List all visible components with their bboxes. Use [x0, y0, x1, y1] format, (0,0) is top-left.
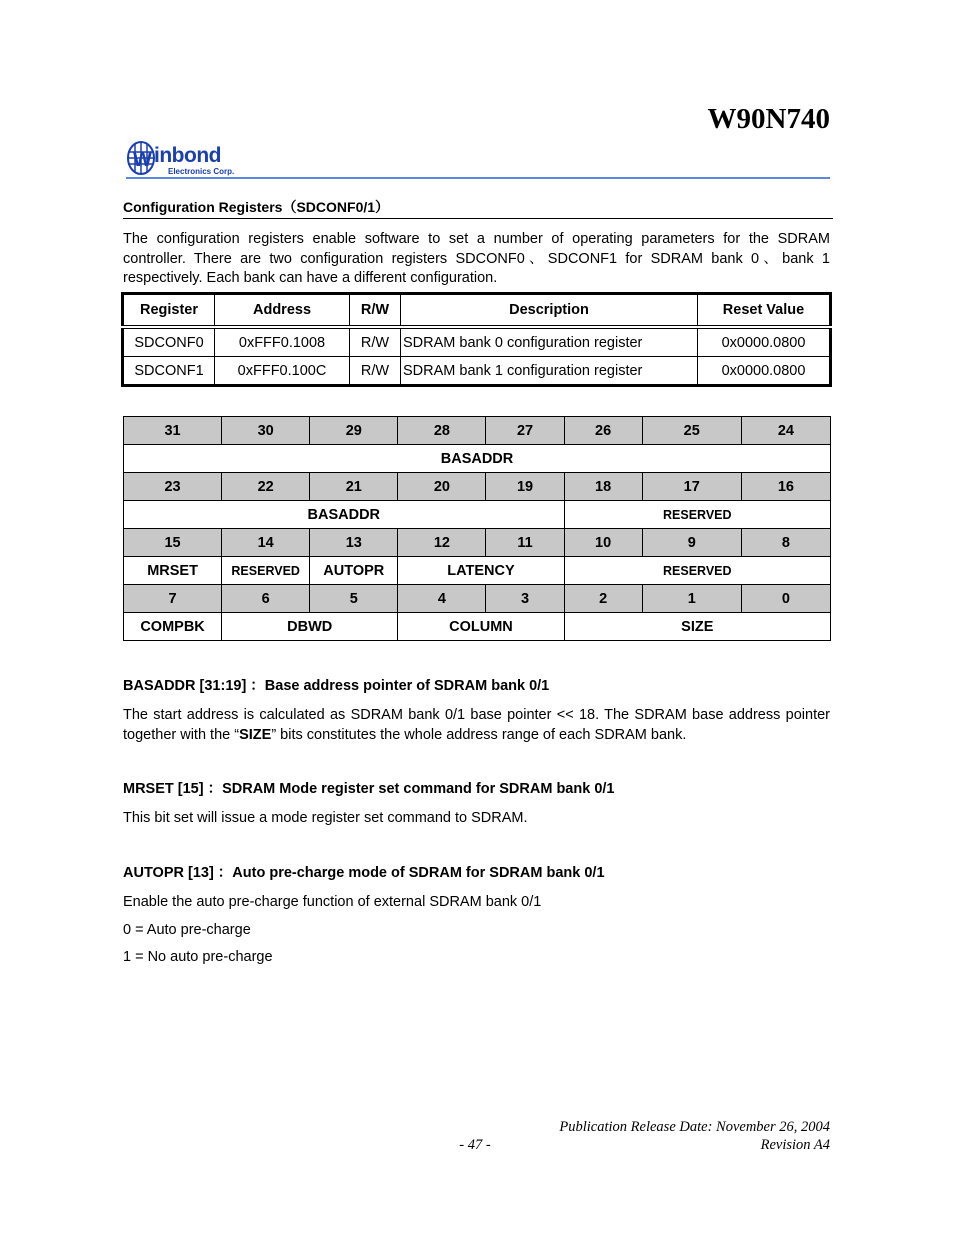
bit-number: 17 [642, 473, 741, 501]
bit-number: 10 [564, 529, 642, 557]
register-table [121, 292, 832, 387]
bit-number: 15 [124, 529, 222, 557]
bit-number: 0 [741, 585, 830, 613]
bit-field-table [123, 416, 831, 641]
autopr-value-1: 1 = No auto pre-charge [123, 949, 273, 965]
bit-field-row [124, 557, 831, 585]
basaddr-text-size: SIZE [239, 726, 272, 743]
bit-number: 28 [398, 417, 486, 445]
cell-address: 0xFFF0.1008 [215, 327, 350, 357]
field-basaddr: BASADDR [124, 445, 831, 473]
bit-number: 3 [486, 585, 564, 613]
section-rule [123, 218, 833, 219]
bit-number: 26 [564, 417, 642, 445]
field-reserved: RESERVED [222, 557, 310, 585]
bit-number: 11 [486, 529, 564, 557]
table-row [123, 357, 831, 386]
col-description: Description [401, 294, 698, 328]
bit-number: 14 [222, 529, 310, 557]
bit-number: 2 [564, 585, 642, 613]
table-row [123, 327, 831, 357]
bit-number: 23 [124, 473, 222, 501]
bit-number: 9 [642, 529, 741, 557]
bit-number-row [124, 529, 831, 557]
basaddr-text-part2: ” bits constitutes the whole address range of each SDRAM bank. [271, 726, 687, 743]
bit-number: 1 [642, 585, 741, 613]
field-autopr: AUTOPR [310, 557, 398, 585]
cell-reset-value: 0x0000.0800 [698, 357, 831, 386]
bit-number: 4 [398, 585, 486, 613]
bit-number-row [124, 473, 831, 501]
cell-reset-value: 0x0000.0800 [698, 327, 831, 357]
col-rw: R/W [350, 294, 401, 328]
field-column: COLUMN [398, 613, 564, 641]
autopr-heading: AUTOPR [13] ：Auto pre-charge mode of SDRAM for SDRAM bank 0/1 [123, 865, 605, 881]
bit-number: 25 [642, 417, 741, 445]
cell-address: 0xFFF0.100C [215, 357, 350, 386]
mrset-description: This bit set will issue a mode register set command to SDRAM. [123, 810, 528, 826]
bit-field-row [124, 445, 831, 473]
publication-date: Publication Release Date: November 26, 2004 [559, 1119, 830, 1135]
autopr-value-0: 0 = Auto pre-charge [123, 922, 251, 938]
bit-number: 19 [486, 473, 564, 501]
revision: Revision A4 [760, 1137, 830, 1153]
bit-number: 22 [222, 473, 310, 501]
register-table-header [123, 294, 831, 328]
field-dbwd: DBWD [222, 613, 398, 641]
basaddr-description [123, 706, 830, 745]
bit-number-row [124, 417, 831, 445]
cell-register: SDCONF1 [123, 357, 215, 386]
bit-number: 29 [310, 417, 398, 445]
bit-number: 12 [398, 529, 486, 557]
col-reset-value: Reset Value [698, 294, 831, 328]
field-size: SIZE [564, 613, 830, 641]
basaddr-text-part1: The start address is calculated as SDRAM bank 0/1 base pointer << 18. The SDRAM base address pointer together with the “ [123, 707, 830, 743]
bit-number: 21 [310, 473, 398, 501]
cell-description: SDRAM bank 1 configuration register [401, 357, 698, 386]
cell-rw: R/W [350, 327, 401, 357]
bit-number: 24 [741, 417, 830, 445]
bit-number: 20 [398, 473, 486, 501]
bit-number: 5 [310, 585, 398, 613]
autopr-description: Enable the auto pre-charge function of external SDRAM bank 0/1 [123, 894, 542, 910]
field-reserved: RESERVED [564, 557, 830, 585]
bit-number-row [124, 585, 831, 613]
cell-register: SDCONF0 [123, 327, 215, 357]
page-number: - 47 - [459, 1137, 491, 1153]
field-compbk: COMPBK [124, 613, 222, 641]
bit-number: 30 [222, 417, 310, 445]
bit-number: 18 [564, 473, 642, 501]
winbond-logo [126, 140, 251, 180]
col-register: Register [123, 294, 215, 328]
field-basaddr: BASADDR [124, 501, 565, 529]
bit-number: 6 [222, 585, 310, 613]
bit-field-row [124, 501, 831, 529]
intro-paragraph: The configuration registers enable software to set a number of operating parameters for the SDRAM controller. There are two configuration registers SDCONF0、SDCONF1 for SDRAM bank 0、bank 1 respectively. Each bank can have a different configuration. [123, 231, 830, 286]
bit-field-row [124, 613, 831, 641]
header-rule [126, 177, 830, 179]
section-heading: Configuration Registers（SDCONF0/1） [123, 199, 390, 215]
globe-icon [126, 140, 156, 176]
field-reserved: RESERVED [564, 501, 830, 529]
bit-number: 27 [486, 417, 564, 445]
logo-subtitle: Electronics Corp. [168, 167, 235, 176]
bit-number: 7 [124, 585, 222, 613]
document-title: W90N740 [707, 103, 830, 135]
field-mrset: MRSET [124, 557, 222, 585]
field-latency: LATENCY [398, 557, 564, 585]
bit-number: 8 [741, 529, 830, 557]
svg-text:W: W [133, 149, 152, 171]
bit-number: 31 [124, 417, 222, 445]
basaddr-heading: BASADDR [31:19] ：Base address pointer of SDRAM bank 0/1 [123, 678, 550, 694]
logo-wordmark: inbond [154, 144, 221, 167]
cell-rw: R/W [350, 357, 401, 386]
bit-number: 13 [310, 529, 398, 557]
mrset-heading: MRSET [15] ：SDRAM Mode register set command for SDRAM bank 0/1 [123, 781, 615, 797]
bit-number: 16 [741, 473, 830, 501]
cell-description: SDRAM bank 0 configuration register [401, 327, 698, 357]
col-address: Address [215, 294, 350, 328]
